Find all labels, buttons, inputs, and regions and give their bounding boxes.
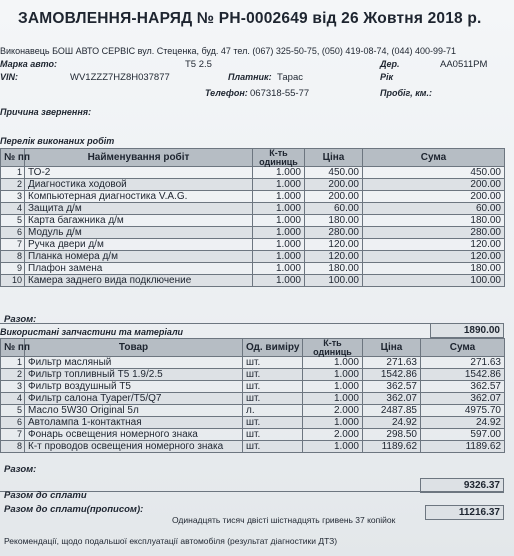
parts-header-row bbox=[1, 339, 505, 357]
works-row-sum: 200.00 bbox=[363, 179, 505, 191]
works-table bbox=[0, 148, 505, 287]
works-total-row bbox=[4, 314, 36, 325]
parts-row-qty: 1.000 bbox=[303, 417, 363, 429]
phone-row bbox=[205, 88, 248, 99]
plate-value: AA0511PM bbox=[440, 59, 488, 70]
plate-label: Дер. bbox=[380, 59, 400, 69]
works-row-no: 4 bbox=[1, 203, 25, 215]
parts-row-unit: шт. bbox=[243, 441, 303, 453]
works-row bbox=[1, 275, 505, 287]
parts-row-sum: 1542.86 bbox=[421, 369, 505, 381]
payer-value: Тарас bbox=[277, 72, 303, 83]
works-col-no: № пп bbox=[1, 149, 25, 167]
parts-row-unit: шт. bbox=[243, 393, 303, 405]
parts-row-no: 1 bbox=[1, 357, 25, 369]
works-row-qty: 1.000 bbox=[253, 179, 305, 191]
parts-row-qty: 2.000 bbox=[303, 405, 363, 417]
works-header-row bbox=[1, 149, 505, 167]
parts-row-sum: 1189.62 bbox=[421, 441, 505, 453]
parts-row-name: Фильтр воздушный T5 bbox=[25, 381, 243, 393]
works-row bbox=[1, 203, 505, 215]
parts-col-no: № пп bbox=[1, 339, 25, 357]
works-row-no: 3 bbox=[1, 191, 25, 203]
vin-label: VIN: bbox=[0, 72, 18, 82]
parts-row-unit: л. bbox=[243, 405, 303, 417]
works-col-price: Ціна bbox=[305, 149, 363, 167]
parts-row-price: 362.57 bbox=[363, 381, 421, 393]
parts-row-no: 2 bbox=[1, 369, 25, 381]
works-row-price: 280.00 bbox=[305, 227, 363, 239]
payer-label: Платник: bbox=[228, 72, 272, 82]
works-row-name: Карта багажника д/м bbox=[25, 215, 253, 227]
parts-row-unit: шт. bbox=[243, 369, 303, 381]
parts-col-price: Ціна bbox=[363, 339, 421, 357]
works-row-sum: 100.00 bbox=[363, 275, 505, 287]
works-row-no: 6 bbox=[1, 227, 25, 239]
car-brand-row bbox=[0, 59, 57, 70]
parts-row-sum: 271.63 bbox=[421, 357, 505, 369]
parts-row bbox=[1, 405, 505, 417]
to-pay-label: Разом до сплати bbox=[4, 490, 87, 501]
works-row-no: 8 bbox=[1, 251, 25, 263]
works-row-name: Модуль д/м bbox=[25, 227, 253, 239]
car-brand-label: Марка авто: bbox=[0, 59, 57, 69]
works-col-qty: К-ть одиниць bbox=[253, 149, 305, 167]
works-row-qty: 1.000 bbox=[253, 203, 305, 215]
works-row-price: 200.00 bbox=[305, 179, 363, 191]
works-row-sum: 120.00 bbox=[363, 251, 505, 263]
works-row-price: 60.00 bbox=[305, 203, 363, 215]
parts-row-unit: шт. bbox=[243, 381, 303, 393]
works-row-qty: 1.000 bbox=[253, 191, 305, 203]
parts-total-row bbox=[4, 464, 36, 475]
parts-row bbox=[1, 369, 505, 381]
works-row-price: 120.00 bbox=[305, 239, 363, 251]
parts-row-name: Фильтр салона Tyaper/T5/Q7 bbox=[25, 393, 243, 405]
works-row-qty: 1.000 bbox=[253, 239, 305, 251]
vin-value: WV1ZZZ7HZ8H037877 bbox=[70, 72, 170, 83]
works-section-title: Перелік виконаних робіт bbox=[0, 136, 115, 146]
works-row-sum: 180.00 bbox=[363, 263, 505, 275]
parts-row-price: 24.92 bbox=[363, 417, 421, 429]
parts-col-name: Товар bbox=[25, 339, 243, 357]
parts-row-price: 271.63 bbox=[363, 357, 421, 369]
parts-col-qty: К-ть одиниць bbox=[303, 339, 363, 357]
works-row-name: Камера заднего вида подключение bbox=[25, 275, 253, 287]
parts-row-qty: 2.000 bbox=[303, 429, 363, 441]
parts-row-name: Масло 5W30 Original 5л bbox=[25, 405, 243, 417]
parts-row-no: 7 bbox=[1, 429, 25, 441]
vin-row bbox=[0, 72, 18, 83]
parts-row-price: 1542.86 bbox=[363, 369, 421, 381]
reason-label: Причина звернення: bbox=[0, 107, 92, 117]
year-row bbox=[380, 72, 393, 83]
reason-row bbox=[0, 107, 91, 118]
to-pay-words-label: Разом до сплати(прописом): bbox=[4, 504, 144, 515]
works-row-no: 2 bbox=[1, 179, 25, 191]
works-col-sum: Сума bbox=[363, 149, 505, 167]
works-row-qty: 1.000 bbox=[253, 263, 305, 275]
parts-row-name: Фонарь освещения номерного знака bbox=[25, 429, 243, 441]
year-label: Рік bbox=[380, 72, 394, 82]
parts-row bbox=[1, 417, 505, 429]
parts-row-sum: 4975.70 bbox=[421, 405, 505, 417]
works-total-value: 1890.00 bbox=[430, 323, 504, 338]
parts-row-name: Фильтр топливный T5 1.9/2.5 bbox=[25, 369, 243, 381]
parts-row-no: 5 bbox=[1, 405, 25, 417]
works-row-sum: 280.00 bbox=[363, 227, 505, 239]
works-row-no: 9 bbox=[1, 263, 25, 275]
executor-line: Виконавець БОШ АВТО СЕРВІС вул. Стеценка, буд. 47 тел. (067) 325-50-75, (050) 419-08-74, (044) 400-99-71 bbox=[0, 46, 457, 56]
parts-row-unit: шт. bbox=[243, 429, 303, 441]
works-row-qty: 1.000 bbox=[253, 215, 305, 227]
mileage-row bbox=[380, 88, 432, 99]
works-row-name: Планка номера д/м bbox=[25, 251, 253, 263]
works-row-no: 10 bbox=[1, 275, 25, 287]
works-row bbox=[1, 251, 505, 263]
works-row-sum: 450.00 bbox=[363, 167, 505, 179]
parts-total-value: 9326.37 bbox=[420, 478, 504, 493]
phone-value: 067318-55-77 bbox=[250, 88, 310, 99]
parts-col-unit: Од. виміру bbox=[243, 339, 303, 357]
works-row-sum: 200.00 bbox=[363, 191, 505, 203]
parts-row bbox=[1, 357, 505, 369]
works-row-sum: 180.00 bbox=[363, 215, 505, 227]
parts-row-qty: 1.000 bbox=[303, 393, 363, 405]
parts-row bbox=[1, 441, 505, 453]
parts-row-price: 362.07 bbox=[363, 393, 421, 405]
parts-row-name: Фильтр масляный bbox=[25, 357, 243, 369]
car-brand-value: T5 2.5 bbox=[185, 59, 212, 70]
works-row-sum: 120.00 bbox=[363, 239, 505, 251]
works-row-no: 7 bbox=[1, 239, 25, 251]
parts-row-name: К-т проводов освещения номерного знака bbox=[25, 441, 243, 453]
works-row-name: Плафон замена bbox=[25, 263, 253, 275]
mileage-label: Пробіг, км.: bbox=[380, 88, 432, 98]
works-row-name: Защита д/м bbox=[25, 203, 253, 215]
works-row bbox=[1, 227, 505, 239]
parts-row-sum: 362.57 bbox=[421, 381, 505, 393]
works-total-label: Разом: bbox=[4, 314, 37, 325]
parts-row-unit: шт. bbox=[243, 417, 303, 429]
works-row bbox=[1, 263, 505, 275]
parts-table bbox=[0, 338, 505, 453]
parts-row bbox=[1, 393, 505, 405]
to-pay-words-row bbox=[4, 504, 143, 515]
parts-row bbox=[1, 381, 505, 393]
works-row-price: 120.00 bbox=[305, 251, 363, 263]
works-row-name: Ручка двери д/м bbox=[25, 239, 253, 251]
payer-row bbox=[228, 72, 272, 83]
works-row bbox=[1, 239, 505, 251]
parts-row-no: 8 bbox=[1, 441, 25, 453]
parts-row-price: 2487.85 bbox=[363, 405, 421, 417]
parts-row-qty: 1.000 bbox=[303, 357, 363, 369]
parts-col-sum: Сума bbox=[421, 339, 505, 357]
works-row-price: 200.00 bbox=[305, 191, 363, 203]
parts-row-qty: 1.000 bbox=[303, 441, 363, 453]
to-pay-words-value: Одинадцять тисяч двісті шістнадцять гривень 37 копійок bbox=[172, 515, 396, 525]
to-pay-row bbox=[4, 490, 87, 501]
works-row-price: 180.00 bbox=[305, 263, 363, 275]
works-row-price: 100.00 bbox=[305, 275, 363, 287]
recommendation-text: Рекомендації, щодо подальшої експлуатації автомобіля (результат діагностики ДТЗ) bbox=[4, 536, 338, 546]
phone-label: Телефон: bbox=[205, 88, 248, 98]
plate-row bbox=[380, 59, 400, 70]
works-row bbox=[1, 167, 505, 179]
works-row bbox=[1, 215, 505, 227]
works-row-no: 1 bbox=[1, 167, 25, 179]
works-row-price: 450.00 bbox=[305, 167, 363, 179]
works-row-name: Диагностика ходовой bbox=[25, 179, 253, 191]
parts-row-unit: шт. bbox=[243, 357, 303, 369]
document-title: ЗАМОВЛЕННЯ-НАРЯД № РН-0002649 від 26 Жовтня 2018 р. bbox=[18, 10, 482, 27]
works-row bbox=[1, 179, 505, 191]
works-row-qty: 1.000 bbox=[253, 167, 305, 179]
works-row-price: 180.00 bbox=[305, 215, 363, 227]
parts-row-qty: 1.000 bbox=[303, 381, 363, 393]
grand-total-value: 11216.37 bbox=[425, 505, 504, 520]
parts-total-label: Разом: bbox=[4, 464, 37, 475]
parts-row-sum: 362.07 bbox=[421, 393, 505, 405]
works-total-divider bbox=[0, 323, 504, 324]
parts-row-qty: 1.000 bbox=[303, 369, 363, 381]
parts-row-price: 298.50 bbox=[363, 429, 421, 441]
works-row-qty: 1.000 bbox=[253, 251, 305, 263]
parts-row-no: 4 bbox=[1, 393, 25, 405]
works-row-name: ТО-2 bbox=[25, 167, 253, 179]
works-row-qty: 1.000 bbox=[253, 227, 305, 239]
works-col-name: Найменування робіт bbox=[25, 149, 253, 167]
parts-row-sum: 597.00 bbox=[421, 429, 505, 441]
works-row-qty: 1.000 bbox=[253, 275, 305, 287]
parts-row-no: 6 bbox=[1, 417, 25, 429]
parts-row bbox=[1, 429, 505, 441]
works-row-sum: 60.00 bbox=[363, 203, 505, 215]
works-row-no: 5 bbox=[1, 215, 25, 227]
parts-section-title: Використані запчастини та матеріали bbox=[0, 327, 184, 337]
parts-row-no: 3 bbox=[1, 381, 25, 393]
works-row bbox=[1, 191, 505, 203]
works-row-name: Компьютерная диагностика V.A.G. bbox=[25, 191, 253, 203]
parts-row-price: 1189.62 bbox=[363, 441, 421, 453]
parts-row-sum: 24.92 bbox=[421, 417, 505, 429]
parts-row-name: Автолампа 1-контактная bbox=[25, 417, 243, 429]
